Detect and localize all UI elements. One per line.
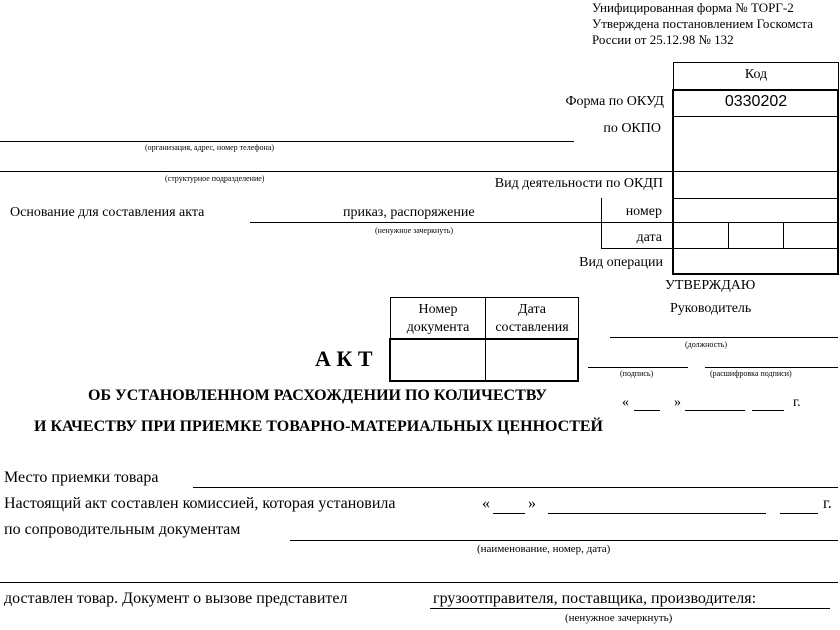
approve-year-label: г.	[793, 395, 801, 410]
doc-date-cell[interactable]	[486, 340, 577, 380]
act-title: А К Т	[315, 346, 373, 371]
approve-position-line[interactable]	[610, 337, 838, 338]
doc-table-col-date: Дата составления	[495, 302, 569, 335]
commission-year-label: г.	[823, 495, 832, 512]
okdp-label: Вид деятельности по ОКДП	[494, 176, 663, 191]
commission-year-line[interactable]	[780, 513, 818, 514]
approve-year-line[interactable]	[752, 410, 784, 411]
header-approved-by: Утверждена постановлением Госкомста	[592, 16, 814, 31]
basis-date-label: дата	[636, 230, 662, 245]
okpo-label: по ОКПО	[603, 121, 661, 136]
commission-month-line[interactable]	[548, 513, 766, 514]
operation-label: Вид операции	[579, 255, 663, 270]
approve-close-quote: »	[674, 395, 681, 410]
approve-month-line[interactable]	[685, 410, 745, 411]
approve-decoding-line[interactable]	[705, 367, 838, 368]
commission-day-line[interactable]	[493, 513, 525, 514]
basis-line[interactable]	[250, 222, 601, 223]
act-subtitle-2: И КАЧЕСТВУ ПРИ ПРИЕМКЕ ТОВАРНО-МАТЕРИАЛЬНЫХ ЦЕННОСТЕЙ	[34, 418, 603, 435]
header-decree: России от 25.12.98 № 132	[592, 32, 734, 47]
commission-open-quote: «	[482, 495, 490, 512]
place-label: Место приемки товара	[4, 469, 159, 486]
approve-position-caption: (должность)	[685, 340, 727, 349]
organization-caption: (организация, адрес, номер телефона)	[145, 143, 275, 152]
act-subtitle-1: ОБ УСТАНОВЛЕННОМ РАСХОЖДЕНИИ ПО КОЛИЧЕСТВУ	[88, 387, 547, 404]
docs-line[interactable]	[290, 540, 838, 541]
doc-number-cell[interactable]	[391, 340, 485, 380]
extra-line[interactable]	[0, 582, 838, 583]
code-header: Код	[744, 67, 768, 82]
docs-label: по сопроводительным документам	[4, 521, 241, 538]
approve-signature-line[interactable]	[588, 367, 688, 368]
basis-value: приказ, распоряжение	[343, 205, 475, 220]
approve-head: Руководитель	[670, 301, 752, 316]
delivered-caption: (ненужное зачеркнуть)	[565, 612, 673, 624]
approve-open-quote: «	[622, 395, 629, 410]
organization-line[interactable]	[0, 141, 574, 142]
place-line[interactable]	[193, 487, 838, 488]
department-line[interactable]	[0, 171, 673, 172]
okud-value: 0330202	[724, 93, 788, 110]
department-caption: (структурное подразделение)	[165, 174, 265, 183]
approve-day-line[interactable]	[634, 410, 660, 411]
commission-label: Настоящий акт составлен комиссией, которая установила	[4, 495, 396, 512]
header-form-name: Унифицированная форма № ТОРГ-2	[592, 0, 794, 15]
basis-caption: (ненужное зачеркнуть)	[375, 226, 454, 235]
approve-title: УТВЕРЖДАЮ	[665, 278, 756, 293]
delivered-label: доставлен товар. Документ о вызове представител	[4, 590, 348, 607]
basis-number-label: номер	[625, 204, 662, 219]
docs-caption: (наименование, номер, дата)	[477, 543, 611, 555]
approve-decoding-caption: (расшифровка подписи)	[710, 369, 792, 378]
doc-table-col-number: Номер документа	[406, 302, 470, 335]
okud-label: Форма по ОКУД	[565, 94, 664, 109]
approve-signature-caption: (подпись)	[620, 369, 654, 378]
delivered-value: грузоотправителя, поставщика, производителя:	[433, 590, 757, 607]
delivered-line[interactable]	[430, 608, 830, 609]
commission-close-quote: »	[528, 495, 536, 512]
basis-label: Основание для составления акта	[10, 205, 205, 220]
